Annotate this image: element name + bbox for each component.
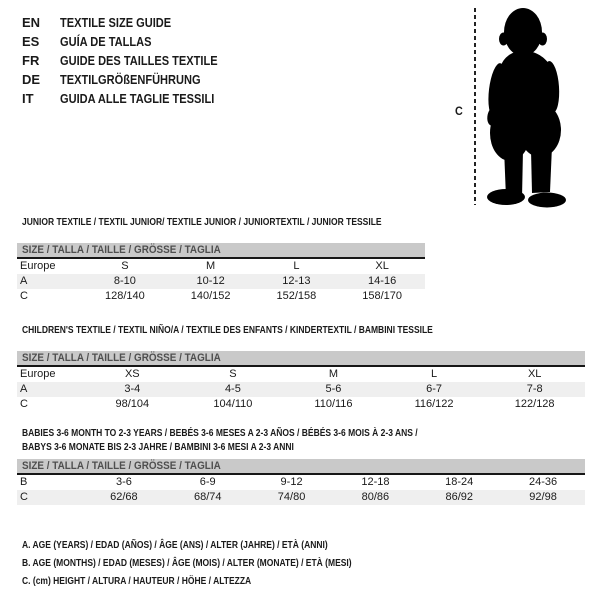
toddler-silhouette-icon	[470, 0, 600, 210]
cell-value: 12-13	[282, 275, 311, 287]
table-title-text: JUNIOR TEXTILE / TEXTIL JUNIOR/ TEXTILE JUNIOR / JUNIORTEXTIL / JUNIOR TESSILE	[22, 217, 382, 228]
language-row	[22, 51, 245, 70]
cell-value: XS	[124, 368, 140, 380]
size-header-bar	[17, 459, 585, 475]
table-row	[17, 289, 425, 304]
cell-value: 80/86	[361, 491, 390, 503]
legend-line	[22, 537, 410, 555]
language-code: EN	[22, 15, 41, 30]
cell-value: 110/116	[314, 398, 353, 410]
language-title	[60, 32, 168, 51]
table-title-line	[22, 441, 585, 455]
table-title-line	[22, 324, 585, 338]
cell-value: 7-8	[526, 383, 543, 395]
table-row	[17, 397, 585, 412]
cell-value: 62/68	[110, 491, 138, 503]
cell-value: 12-18	[361, 476, 390, 488]
cell-value: 92/98	[529, 491, 557, 503]
cell-value: XL	[527, 368, 542, 380]
cell-value: 122/128	[514, 398, 555, 410]
table-row	[17, 490, 585, 505]
language-title-text: TEXTILGRÖßENFÜHRUNG	[60, 72, 201, 87]
table-title-text: BABIES 3-6 MONTH TO 2-3 YEARS / BEBÉS 3-6 MESES A 2-3 AÑOS / BÉBÉS 3-6 MOIS À 2-3 ANS /	[22, 428, 418, 439]
cell-value: XL	[375, 260, 389, 272]
language-title-text: GUÍA DE TALLAS	[60, 34, 152, 49]
cell-value: 152/158	[276, 290, 317, 302]
legend-line-text: B. AGE (MONTHS) / EDAD (MESES) / ÂGE (MOIS) / ALTER (MONATE) / ETÀ (MESI)	[22, 558, 352, 569]
language-title-text: GUIDA ALLE TAGLIE TESSILI	[60, 91, 215, 106]
table-title	[17, 324, 585, 338]
table-title-text: BABYS 3-6 MONATE BIS 2-3 JAHRE / BAMBINI 3-6 MESI A 2-3 ANNI	[22, 442, 294, 453]
cell-value: 10-12	[196, 275, 225, 287]
row-label: A	[20, 275, 28, 287]
size-header-bar	[17, 243, 425, 259]
language-row	[22, 13, 245, 32]
table-row	[17, 382, 585, 397]
cell-value: S	[121, 260, 129, 272]
language-title	[60, 70, 225, 89]
cell-value: 140/152	[190, 290, 231, 302]
cell-value: M	[206, 260, 216, 272]
cell-value: 104/110	[213, 398, 253, 410]
cell-value: S	[229, 368, 237, 380]
language-code: IT	[22, 91, 34, 106]
cell-value: 116/122	[414, 398, 454, 410]
size-header-label: SIZE / TALLA / TAILLE / GRÖSSE / TAGLIA	[22, 460, 221, 472]
children-textile-table	[17, 324, 585, 412]
junior-textile-table	[17, 216, 425, 304]
cell-value: 74/80	[277, 491, 306, 503]
table-title-line	[22, 216, 425, 230]
legend-line	[22, 555, 410, 573]
legend-line-text: C. (cm) HEIGHT / ALTURA / HAUTEUR / HÖHE / ALTEZZA	[22, 576, 252, 587]
table-row	[17, 367, 585, 382]
cell-value: 6-9	[199, 476, 216, 488]
table-title	[17, 216, 425, 230]
language-title-list	[22, 13, 245, 108]
cell-value: 86/92	[445, 491, 473, 503]
language-code: DE	[22, 72, 41, 87]
size-header-label: SIZE / TALLA / TAILLE / GRÖSSE / TAGLIA	[22, 244, 221, 256]
size-header-label: SIZE / TALLA / TAILLE / GRÖSSE / TAGLIA	[22, 352, 221, 364]
table-rows	[17, 475, 585, 505]
row-label: B	[20, 476, 28, 488]
legend-line	[22, 573, 410, 591]
measurement-legend	[22, 537, 410, 591]
height-measure-letter: C	[454, 104, 463, 118]
row-label: C	[20, 398, 28, 410]
language-row	[22, 32, 245, 51]
language-code: FR	[22, 53, 40, 68]
table-rows	[17, 367, 585, 412]
cell-value: 6-7	[426, 383, 443, 395]
babies-textile-table	[17, 427, 585, 505]
language-row	[22, 70, 245, 89]
legend-line-text: A. AGE (YEARS) / EDAD (AÑOS) / ÂGE (ANS) / ALTER (JAHRE) / ETÀ (ANNI)	[22, 540, 328, 551]
cell-value: 18-24	[445, 476, 474, 488]
table-title-text: CHILDREN'S TEXTILE / TEXTIL NIÑO/A / TEXTILE DES ENFANTS / KINDERTEXTIL / BAMBINI TESSILE	[22, 325, 433, 336]
cell-value: 8-10	[113, 275, 136, 287]
language-row	[22, 89, 245, 108]
language-title-text: TEXTILE SIZE GUIDE	[60, 15, 172, 30]
cell-value: 5-6	[325, 383, 342, 395]
cell-value: L	[431, 368, 438, 380]
cell-value: M	[328, 368, 339, 380]
table-title-line	[22, 427, 585, 441]
cell-value: 3-6	[115, 476, 132, 488]
table-row	[17, 274, 425, 289]
cell-value: 98/104	[115, 398, 150, 410]
cell-value: 3-4	[124, 383, 141, 395]
language-title	[60, 51, 245, 70]
language-code: ES	[22, 34, 40, 49]
row-label: Europe	[20, 260, 56, 272]
table-row	[17, 475, 585, 490]
size-header-bar	[17, 351, 585, 367]
cell-value: 4-5	[224, 383, 241, 395]
row-label: C	[20, 290, 28, 302]
table-row	[17, 259, 425, 274]
cell-value: 68/74	[193, 491, 222, 503]
cell-value: 24-36	[528, 476, 558, 488]
language-title-text: GUIDE DES TAILLES TEXTILE	[60, 53, 218, 68]
height-measure-label	[450, 103, 468, 119]
row-label: A	[20, 383, 28, 395]
row-label: C	[20, 491, 28, 503]
table-title	[17, 427, 585, 455]
table-rows	[17, 259, 425, 304]
language-title	[60, 13, 191, 32]
cell-value: L	[293, 260, 300, 272]
cell-value: 9-12	[280, 476, 303, 488]
row-label: Europe	[20, 368, 56, 380]
cell-value: 14-16	[368, 275, 397, 287]
language-title	[60, 89, 242, 108]
cell-value: 128/140	[104, 290, 145, 302]
cell-value: 158/170	[362, 290, 402, 302]
